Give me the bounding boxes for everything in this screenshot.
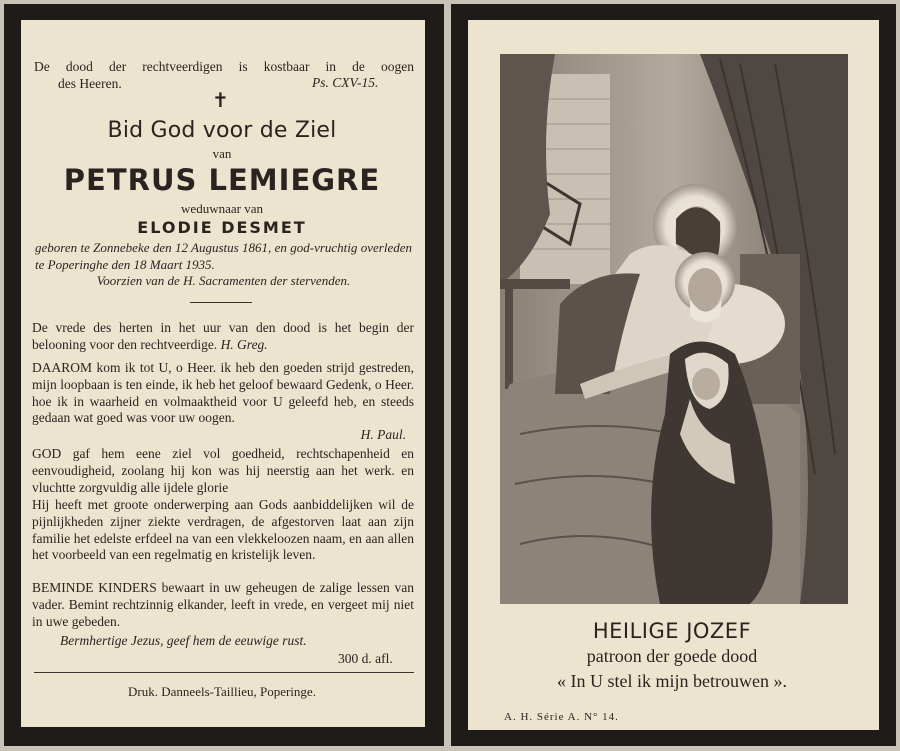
widower-label: weduwnaar van <box>181 201 263 216</box>
divider-line <box>190 302 252 303</box>
mary-face <box>692 368 720 400</box>
indulgence-note: 300 d. afl. <box>338 651 393 666</box>
paragraph-4-text: Hij heeft met groote onderwerping aan Gods aanbiddelijken wil de pijnlijkheden zijner ziekte verdragen, de afgestorven laat aan zijn familie het edelste erfdeel na van een vlekkeloozen naam, en aan allen het voorbeeld van een regelmatig en kristelijk leven. <box>32 497 414 563</box>
series-number: A. H. Série A. N° 14. <box>504 711 619 723</box>
paragraph-5-lead: BEMINDE KINDERS <box>32 580 157 595</box>
paragraph-1-text: De vrede des herten in het uur van den dood is het begin der belooning voor den rechtveerdige. <box>32 320 414 352</box>
paragraph-1 <box>32 320 414 354</box>
opening-line-1: De dood der rechtveerdigen is kostbaar in de oogen <box>34 59 414 74</box>
birth-death-details <box>35 240 412 290</box>
caption-subtitle: patroon der goede dood <box>586 646 758 666</box>
deceased-name: PETRUS LEMIEGRE <box>63 163 381 197</box>
paragraph-3 <box>32 446 414 496</box>
van-label: van <box>212 146 232 161</box>
paragraph-4 <box>32 497 414 564</box>
caption-motto: « In U stel ik mijn betrouwen ». <box>557 671 787 691</box>
paragraph-2 <box>32 360 414 444</box>
paragraph-5-text: bewaart in uw geheugen de zalige lessen van vader. Bemint rechtzinnig elkander, leeft in vrede, en vergeet mij niet in uwe gebeden. <box>32 580 415 629</box>
paragraph-2-text: kom ik tot U, o Heer. ik heb den goeden strijd gestreden, mijn loopbaan is ten einde, ik heb het geloof bewaard Gedenk, o Heer. hoe ik in waarheid en volmaaktheid voor U geleefd heb, en steeds gedaan wat goed was voor uw oogen. <box>32 360 415 426</box>
birth-death-text: geboren te Zonnebeke den 12 Augustus 1861, en god-vruchtig overleden te Poperinghe den 18 Maart 1935. <box>35 240 412 272</box>
printer-credit: Druk. Danneels-Taillieu, Poperinge. <box>128 684 316 699</box>
paragraph-2-reference: H. Paul. <box>360 427 406 443</box>
opening-line-2: des Heeren. <box>58 76 122 91</box>
paragraph-5 <box>32 580 414 630</box>
caption-title: HEILIGE JOZEF <box>592 619 752 643</box>
paragraph-2-lead: DAAROM <box>32 360 93 375</box>
workbench <box>500 279 570 289</box>
closing-prayer: Bermhertige Jezus, geef hem de eeuwige rust. <box>60 633 307 648</box>
wife-name: ELODIE DESMET <box>137 218 307 237</box>
sacraments-text: Voorzien van de H. Sacramenten der stervenden. <box>96 273 351 288</box>
paragraph-3-text: gaf hem eene ziel vol goedheid, rechtschapenheid en eenvoudigheid, zoolang hij kon was hij neerstig aan het werk. en vluchtte zorgvuldig alle ijdele glorie <box>32 446 414 495</box>
opening-reference: Ps. CXV-15. <box>312 75 379 90</box>
cross-icon: ✝ <box>212 90 229 112</box>
bid-god-heading: Bid God voor de Ziel <box>107 118 337 143</box>
saint-joseph-deathbed-illustration <box>500 54 848 604</box>
paragraph-1-reference: H. Greg. <box>220 336 268 352</box>
bottom-divider <box>34 672 414 673</box>
paragraph-3-lead: GOD <box>32 446 62 461</box>
